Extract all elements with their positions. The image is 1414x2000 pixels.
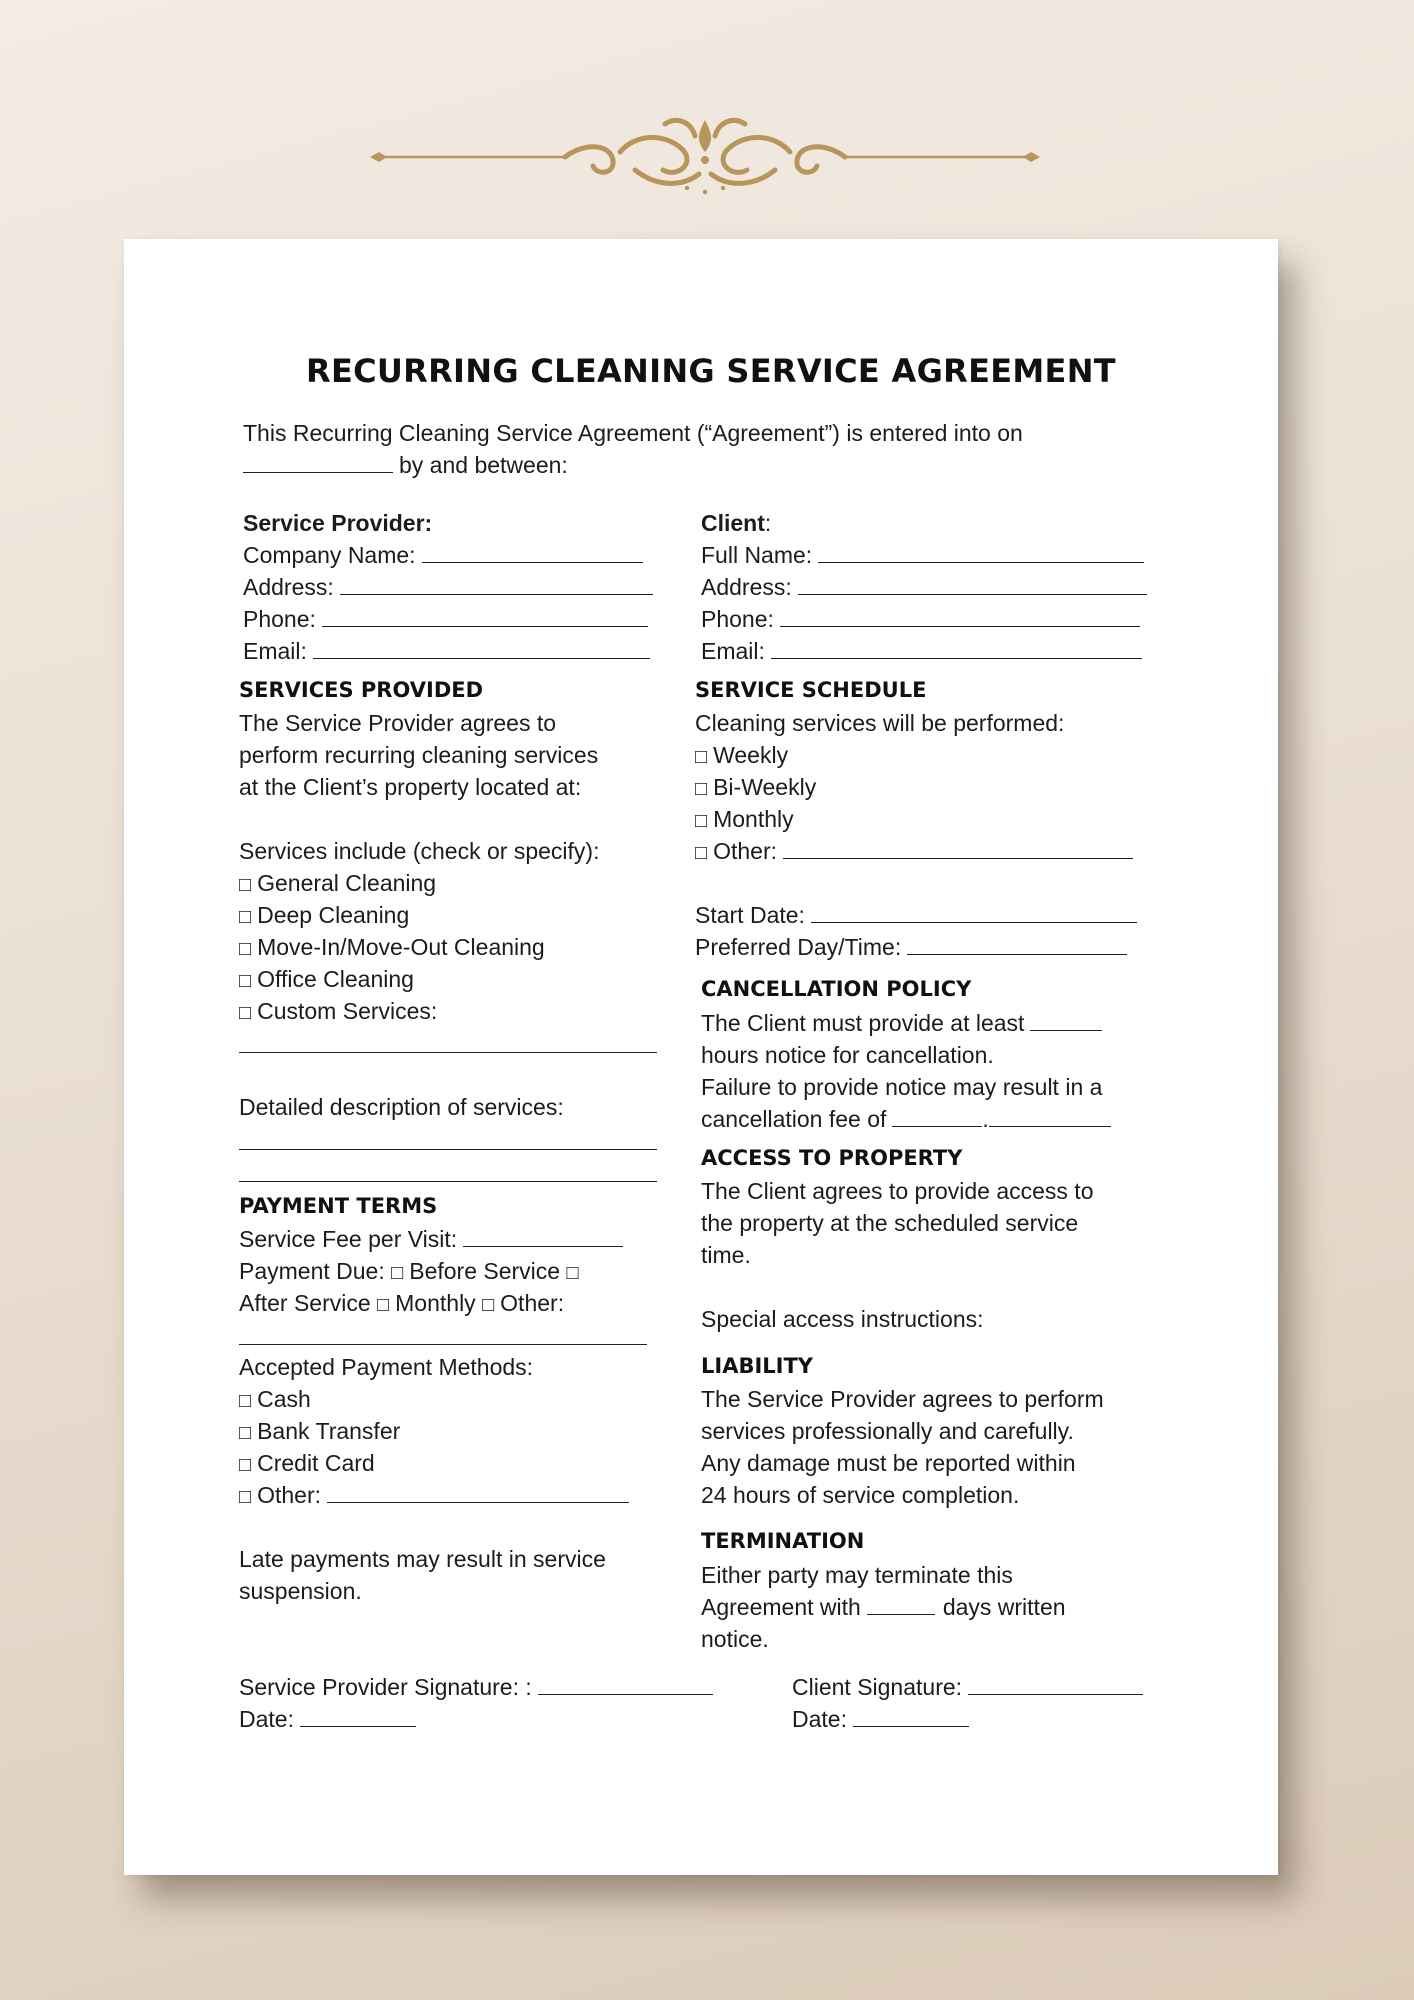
provider-phone-label: Phone: <box>243 606 316 632</box>
checkbox-icon[interactable]: □ <box>566 1262 579 1284</box>
other-label: Other: <box>500 1290 565 1316</box>
client-signature-label: Client Signature: <box>792 1674 963 1700</box>
checkbox-icon[interactable]: □ <box>695 778 708 800</box>
late-payment-line-2: suspension. <box>239 1578 362 1604</box>
cancellation-line-2: hours notice for cancellation. <box>701 1042 994 1068</box>
checkbox-icon[interactable]: □ <box>239 1002 252 1024</box>
start-date-label: Start Date: <box>695 902 805 928</box>
provider-signature-row <box>239 1671 713 1703</box>
start-date-field[interactable] <box>811 902 1137 923</box>
document-title: RECURRING CLEANING SERVICE AGREEMENT <box>306 352 1116 390</box>
start-date-row <box>695 899 1137 931</box>
termination-line-3: notice. <box>701 1626 769 1652</box>
provider-address-label: Address: <box>243 574 334 600</box>
payment-terms-heading: PAYMENT TERMS <box>239 1194 438 1218</box>
provider-phone-row <box>243 603 648 635</box>
checkbox-icon[interactable]: □ <box>377 1294 390 1316</box>
client-date-row <box>792 1703 969 1735</box>
client-email-label: Email: <box>701 638 765 664</box>
gold-ornament-divider <box>365 112 1045 202</box>
checkbox-icon[interactable]: □ <box>239 874 252 896</box>
preferred-day-label: Preferred Day/Time: <box>695 934 902 960</box>
client-signature-row <box>792 1671 1143 1703</box>
schedule-other[interactable] <box>695 835 1133 869</box>
schedule-other-field[interactable] <box>783 838 1133 859</box>
liability-line-4: 24 hours of service completion. <box>701 1482 1020 1508</box>
after-service-label: After Service <box>239 1290 371 1316</box>
client-fullname-label: Full Name: <box>701 542 813 568</box>
option-label: Weekly <box>713 742 789 768</box>
option-label: Credit Card <box>257 1450 375 1476</box>
service-schedule-heading: SERVICE SCHEDULE <box>695 678 927 702</box>
method-credit-card[interactable] <box>239 1447 375 1481</box>
cancellation-fee-dot: . <box>982 1106 989 1132</box>
checkbox-icon[interactable]: □ <box>391 1262 404 1284</box>
option-label: Other: <box>257 1482 322 1508</box>
client-phone-field[interactable] <box>780 606 1140 627</box>
option-label: Office Cleaning <box>257 966 414 992</box>
payment-due-row <box>239 1255 585 1289</box>
client-heading <box>701 507 771 539</box>
liability-line-3: Any damage must be reported within <box>701 1450 1076 1476</box>
provider-phone-field[interactable] <box>322 606 648 627</box>
checkbox-icon[interactable]: □ <box>482 1294 495 1316</box>
special-access-label: Special access instructions: <box>701 1306 984 1332</box>
checkbox-icon[interactable]: □ <box>239 1486 252 1508</box>
provider-email-label: Email: <box>243 638 307 664</box>
checkbox-icon[interactable]: □ <box>239 938 252 960</box>
services-line-3: at the Client’s property located at: <box>239 774 582 800</box>
service-option-deep[interactable] <box>239 899 409 933</box>
service-option-general[interactable] <box>239 867 436 901</box>
termination-line-2-text: Agreement with <box>701 1594 861 1620</box>
service-option-office[interactable] <box>239 963 414 997</box>
monthly-label: Monthly <box>395 1290 476 1316</box>
option-label: General Cleaning <box>257 870 437 896</box>
provider-address-field[interactable] <box>340 574 653 595</box>
provider-signature-label: Service Provider Signature: : <box>239 1674 532 1700</box>
service-fee-field[interactable] <box>463 1226 623 1247</box>
client-address-row <box>701 571 1147 603</box>
provider-date-field[interactable] <box>300 1706 416 1727</box>
option-label: Move-In/Move-Out Cleaning <box>257 934 545 960</box>
client-address-field[interactable] <box>798 574 1147 595</box>
option-label: Other: <box>713 838 778 864</box>
payment-other-line[interactable] <box>239 1344 647 1345</box>
preferred-day-field[interactable] <box>907 934 1127 955</box>
client-email-row <box>701 635 1142 667</box>
schedule-monthly[interactable] <box>695 803 794 837</box>
checkbox-icon[interactable]: □ <box>695 810 708 832</box>
services-provided-heading: SERVICES PROVIDED <box>239 678 484 702</box>
liability-line-2: services professionally and carefully. <box>701 1418 1074 1444</box>
client-date-label: Date: <box>792 1706 847 1732</box>
intro-line-1: This Recurring Cleaning Service Agreement (“Agreement”) is entered into on <box>243 420 1023 446</box>
option-label: Deep Cleaning <box>257 902 410 928</box>
termination-line-2-tail: days written <box>942 1594 1066 1620</box>
schedule-biweekly[interactable] <box>695 771 816 805</box>
notice-hours-field[interactable] <box>1030 1010 1102 1031</box>
intro-line-2 <box>243 449 568 481</box>
checkbox-icon[interactable]: □ <box>239 906 252 928</box>
service-fee-label: Service Fee per Visit: <box>239 1226 458 1252</box>
intro-line-2-text: by and between: <box>399 452 568 478</box>
cancellation-line-1-text: The Client must provide at least <box>701 1010 1025 1036</box>
service-option-custom[interactable] <box>239 995 437 1029</box>
termination-days-field[interactable] <box>867 1594 935 1615</box>
client-heading-text: Client <box>701 510 765 536</box>
checkbox-icon[interactable]: □ <box>239 1422 252 1444</box>
access-line-1: The Client agrees to provide access to <box>701 1178 1094 1204</box>
termination-heading: TERMINATION <box>701 1529 865 1553</box>
service-option-move[interactable] <box>239 931 545 965</box>
provider-signature-field[interactable] <box>538 1674 713 1695</box>
option-label: Bi-Weekly <box>713 774 817 800</box>
description-line-2[interactable] <box>239 1181 657 1182</box>
option-label: Cash <box>257 1386 311 1412</box>
late-payment-line-1: Late payments may result in service <box>239 1546 606 1572</box>
schedule-intro: Cleaning services will be performed: <box>695 710 1065 736</box>
cancellation-fee-cents-field[interactable] <box>989 1106 1111 1127</box>
payment-due-row-2 <box>239 1287 564 1321</box>
company-name-field[interactable] <box>422 542 643 563</box>
method-bank-transfer[interactable] <box>239 1415 400 1449</box>
client-date-field[interactable] <box>853 1706 969 1727</box>
client-fullname-row <box>701 539 1144 571</box>
before-service-label: Before Service <box>409 1258 561 1284</box>
payment-due-label: Payment Due: <box>239 1258 385 1284</box>
access-line-3: time. <box>701 1242 751 1268</box>
liability-line-1: The Service Provider agrees to perform <box>701 1386 1104 1412</box>
custom-services-line[interactable] <box>239 1052 657 1053</box>
provider-date-label: Date: <box>239 1706 294 1732</box>
access-line-2: the property at the scheduled service <box>701 1210 1079 1236</box>
provider-address-row <box>243 571 653 603</box>
cancellation-heading: CANCELLATION POLICY <box>701 977 972 1001</box>
access-heading: ACCESS TO PROPERTY <box>701 1146 963 1170</box>
agreement-date-blank[interactable] <box>243 452 393 473</box>
service-fee-row <box>239 1223 623 1255</box>
client-email-field[interactable] <box>771 638 1142 659</box>
checkbox-icon[interactable]: □ <box>239 970 252 992</box>
services-include-label: Services include (check or specify): <box>239 838 600 864</box>
cancellation-line-3: Failure to provide notice may result in a <box>701 1074 1103 1100</box>
method-cash[interactable] <box>239 1383 311 1417</box>
preferred-day-row <box>695 931 1127 963</box>
cancellation-fee-label: cancellation fee of <box>701 1106 887 1132</box>
payment-methods-label: Accepted Payment Methods: <box>239 1354 534 1380</box>
client-fullname-field[interactable] <box>818 542 1144 563</box>
client-phone-row <box>701 603 1140 635</box>
provider-company-row <box>243 539 643 571</box>
client-address-label: Address: <box>701 574 792 600</box>
services-line-2: perform recurring cleaning services <box>239 742 599 768</box>
option-label: Monthly <box>713 806 794 832</box>
company-name-label: Company Name: <box>243 542 416 568</box>
option-label: Bank Transfer <box>257 1418 401 1444</box>
cancellation-fee-field[interactable] <box>892 1106 982 1127</box>
schedule-weekly[interactable] <box>695 739 788 773</box>
checkbox-icon[interactable]: □ <box>239 1390 252 1412</box>
provider-date-row <box>239 1703 416 1735</box>
description-label: Detailed description of services: <box>239 1094 564 1120</box>
client-phone-label: Phone: <box>701 606 774 632</box>
description-line-1[interactable] <box>239 1149 657 1150</box>
services-line-1: The Service Provider agrees to <box>239 710 557 736</box>
liability-heading: LIABILITY <box>701 1354 813 1378</box>
cancellation-line-4 <box>701 1103 1111 1135</box>
provider-email-field[interactable] <box>313 638 650 659</box>
option-label: Custom Services: <box>257 998 438 1024</box>
client-signature-field[interactable] <box>968 1674 1143 1695</box>
method-other[interactable] <box>239 1479 629 1513</box>
service-provider-heading: Service Provider: <box>243 510 433 536</box>
checkbox-icon[interactable]: □ <box>695 746 708 768</box>
client-heading-colon: : <box>764 510 772 536</box>
checkbox-icon[interactable]: □ <box>239 1454 252 1476</box>
checkbox-icon[interactable]: □ <box>695 842 708 864</box>
method-other-field[interactable] <box>327 1482 629 1503</box>
termination-line-2 <box>701 1591 1066 1623</box>
provider-email-row <box>243 635 650 667</box>
termination-line-1: Either party may terminate this <box>701 1562 1013 1588</box>
cancellation-line-1 <box>701 1007 1102 1039</box>
agreement-sheet <box>124 239 1278 1875</box>
